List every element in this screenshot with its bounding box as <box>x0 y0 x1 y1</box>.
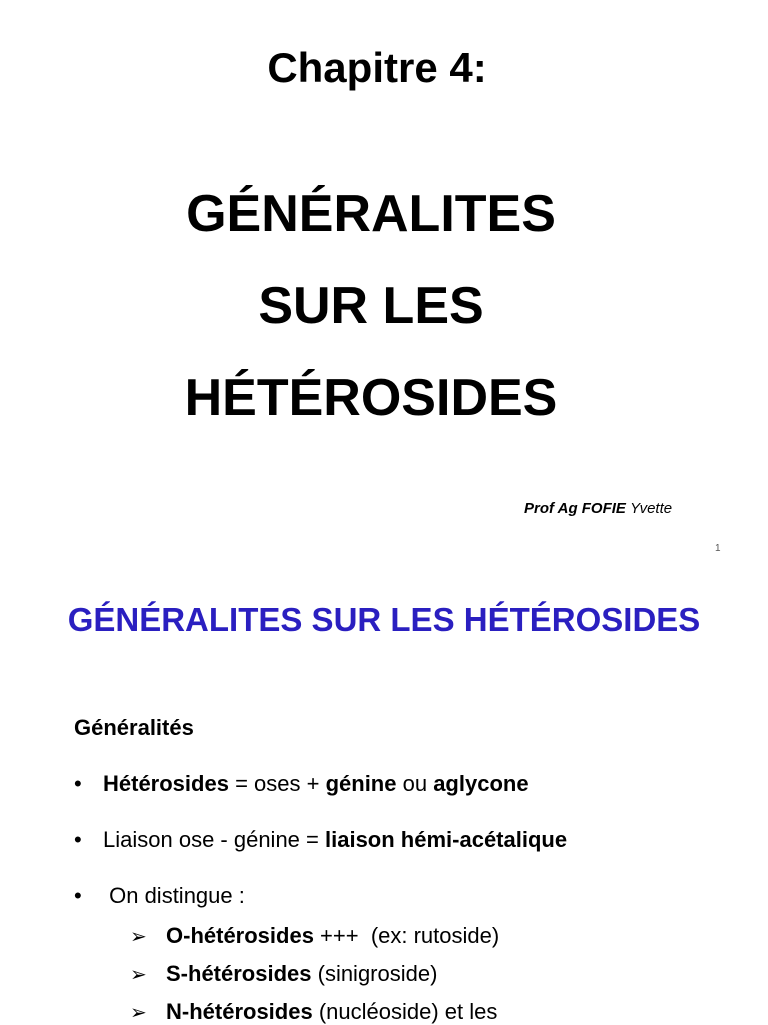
main-title <box>0 168 742 444</box>
arrow-bullet-icon: ➢ <box>130 964 147 986</box>
main-title-line-3: HÉTÉROSIDES <box>184 369 558 427</box>
main-title-line-1: GÉNÉRALITES <box>186 185 556 243</box>
author-first-name: Yvette <box>630 500 673 517</box>
bullet-item <box>74 827 567 853</box>
main-title-line-2: SUR LES <box>258 277 484 335</box>
chapter-title: Chapitre 4: <box>267 44 487 91</box>
sub-item <box>130 961 437 987</box>
bullet-icon: • <box>74 771 82 796</box>
sub-text: (sinigroside) <box>311 961 438 986</box>
bullet-text-bold: aglycone <box>433 771 529 796</box>
bullet-text: On distingue : <box>103 883 245 908</box>
sub-text-bold: N-hétérosides <box>166 999 313 1024</box>
author <box>524 500 672 517</box>
slide-title: GÉNÉRALITES SUR LES HÉTÉROSIDES <box>67 601 701 638</box>
sub-text-bold: O-hétérosides <box>166 923 314 948</box>
sub-text: (nucléoside) et les <box>312 999 498 1024</box>
arrow-bullet-icon: ➢ <box>130 926 147 948</box>
section-heading: Généralités <box>74 715 194 740</box>
sub-item <box>130 923 499 949</box>
arrow-bullet-icon: ➢ <box>130 1002 147 1024</box>
bullet-text-bold: génine <box>325 771 397 796</box>
page-number: 1 <box>715 543 721 554</box>
bullet-item <box>74 883 245 909</box>
bullet-icon: • <box>74 883 82 908</box>
bullet-text: = oses + <box>228 771 326 796</box>
bullet-item <box>74 771 529 797</box>
sub-text-bold: S-hétérosides <box>166 961 312 986</box>
sub-text: +++ (ex: rutoside) <box>313 923 500 948</box>
sub-item <box>130 999 497 1025</box>
bullet-icon: • <box>74 827 82 852</box>
author-title: Prof Ag FOFIE <box>524 500 626 517</box>
bullet-text: Liaison ose - génine = <box>103 827 325 852</box>
slide-2 <box>0 565 768 1024</box>
bullet-text-bold: Hétérosides <box>103 771 229 796</box>
bullet-text: ou <box>396 771 434 796</box>
bullet-text-bold: liaison hémi-acétalique <box>325 827 568 852</box>
